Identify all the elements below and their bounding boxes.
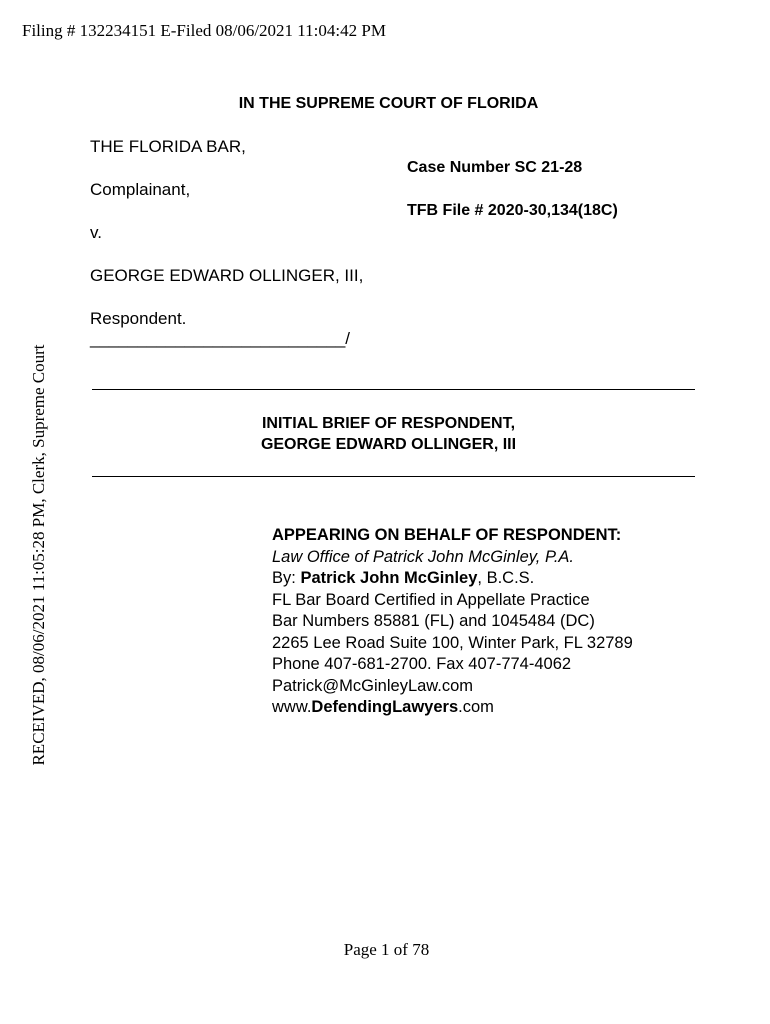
complainant-role: Complainant,	[90, 180, 191, 199]
respondent-name: GEORGE EDWARD OLLINGER, III,	[90, 266, 364, 285]
attorney-name: Patrick John McGinley	[300, 569, 478, 587]
court-title: IN THE SUPREME COURT OF FLORIDA	[238, 95, 539, 112]
brief-title-line2: GEORGE EDWARD OLLINGER, III	[260, 436, 517, 453]
counsel-block	[272, 525, 633, 719]
filing-stamp: Filing # 132234151 E-Filed 08/06/2021 11:04:42 PM	[22, 21, 386, 40]
attorney-credential: , B.C.S.	[477, 569, 535, 587]
divider-bottom	[92, 476, 695, 477]
complainant-name: THE FLORIDA BAR,	[90, 137, 246, 156]
divider-top	[92, 389, 695, 390]
certification: FL Bar Board Certified in Appellate Practice	[272, 590, 590, 609]
email-link[interactable]: Patrick@McGinleyLaw.com	[272, 676, 474, 695]
received-stamp: RECEIVED, 08/06/2021 11:05:28 PM, Clerk, Supreme Court	[29, 344, 48, 766]
web-suffix: .com	[458, 698, 494, 716]
tfb-file-number: TFB File # 2020-30,134(18C)	[407, 202, 618, 219]
versus: v.	[90, 223, 102, 242]
caption-signature-rule: ___________________________/	[90, 329, 350, 348]
respondent-role: Respondent.	[90, 309, 187, 328]
law-firm: Law Office of Patrick John McGinley, P.A.	[272, 547, 575, 566]
counsel-heading: APPEARING ON BEHALF OF RESPONDENT:	[272, 526, 622, 544]
case-number: Case Number SC 21-28	[407, 159, 583, 176]
attorney-line	[272, 568, 633, 590]
page-number: Page 1 of 78	[343, 940, 430, 959]
web-domain: DefendingLawyers	[311, 698, 459, 716]
office-address: 2265 Lee Road Suite 100, Winter Park, FL 32789	[272, 633, 633, 652]
web-prefix: www.	[272, 698, 312, 716]
website-link[interactable]	[272, 697, 633, 719]
phone-fax: Phone 407-681-2700. Fax 407-774-4062	[272, 655, 572, 673]
brief-title-line1: INITIAL BRIEF OF RESPONDENT,	[261, 415, 516, 432]
by-prefix: By:	[272, 569, 301, 587]
bar-numbers: Bar Numbers 85881 (FL) and 1045484 (DC)	[272, 612, 595, 630]
